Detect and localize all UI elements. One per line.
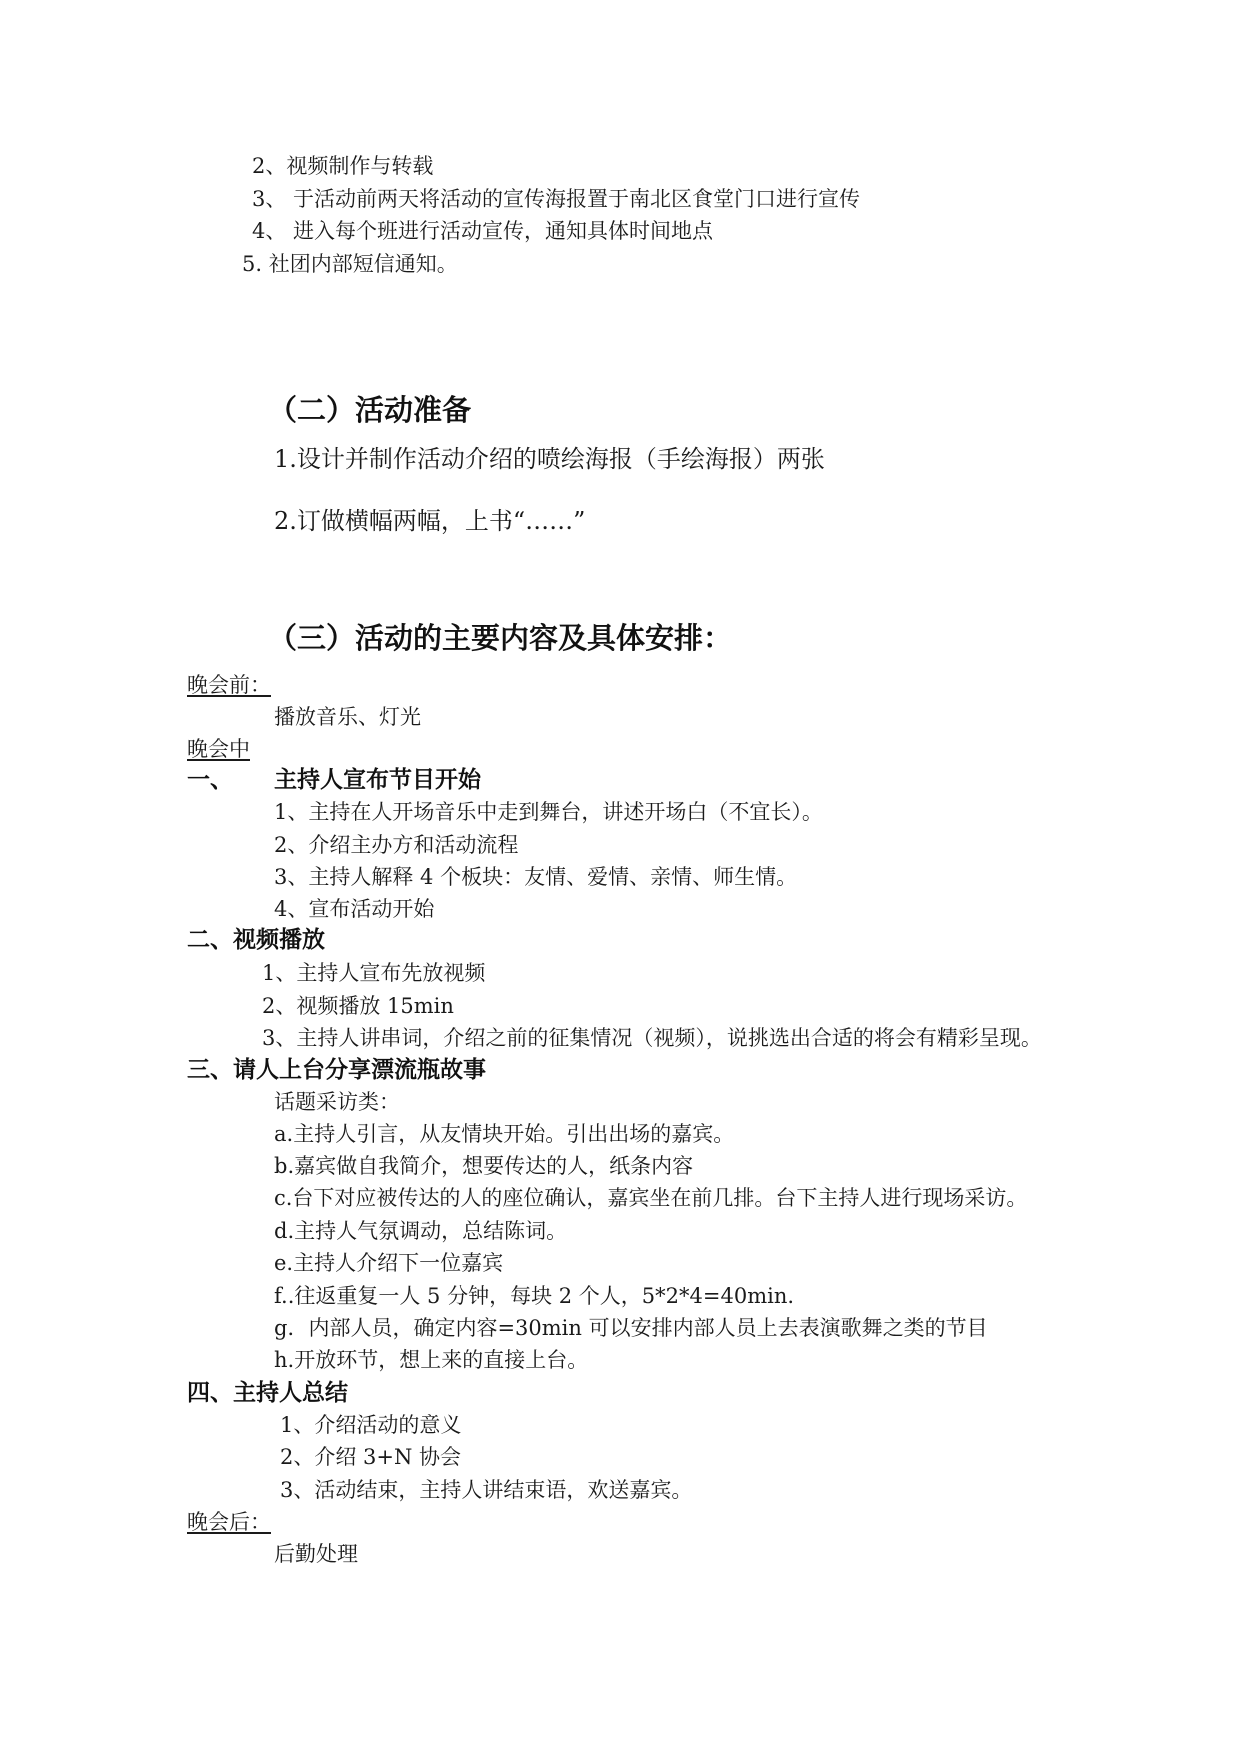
during-label: 晚会中 — [187, 737, 250, 761]
s4-item: 1、介绍活动的意义 — [280, 1413, 462, 1437]
s2-item: 3、主持人讲串词，介绍之前的征集情况（视频），说挑选出合适的将会有精彩呈现。 — [262, 1026, 1042, 1050]
s4-title: 四、主持人总结 — [187, 1380, 348, 1406]
s3-item: b.嘉宾做自我简介，想要传达的人，纸条内容 — [274, 1154, 694, 1178]
s3-item: h.开放环节，想上来的直接上台。 — [274, 1348, 589, 1372]
s3-item: c.台下对应被传达的人的座位确认，嘉宾坐在前几排。台下主持人进行现场采访。 — [274, 1186, 1028, 1210]
after-item: 后勤处理 — [274, 1542, 358, 1566]
section-heading-content: （三）活动的主要内容及具体安排： — [268, 621, 733, 655]
s2-item: 1、主持人宣布先放视频 — [262, 961, 486, 985]
s3-subheading: 话题采访类： — [274, 1090, 400, 1114]
s1-item: 1、主持在人开场音乐中走到舞台，讲述开场白（不宜长）。 — [274, 800, 823, 824]
s4-item: 2、介绍 3+N 协会 — [280, 1445, 462, 1469]
s2-item: 2、视频播放 15min — [262, 994, 454, 1018]
s4-item: 3、活动结束，主持人讲结束语，欢送嘉宾。 — [280, 1478, 693, 1502]
during-label-wrap — [187, 736, 258, 762]
before-item: 播放音乐、灯光 — [274, 705, 421, 729]
prep-item: 2.订做横幅两幅，上书“……” — [274, 507, 586, 535]
s3-item: g．内部人员，确定内容=30min 可以安排内部人员上去表演歌舞之类的节目 — [274, 1316, 988, 1340]
s3-item: e.主持人介绍下一位嘉宾 — [274, 1251, 504, 1275]
s1-item: 4、宣布活动开始 — [274, 897, 435, 921]
before-label-wrap — [187, 672, 279, 698]
s1-item: 3、主持人解释 4 个板块：友情、爱情、亲情、师生情。 — [274, 865, 798, 889]
s1-number: 一、 — [187, 767, 233, 793]
after-label-wrap — [187, 1509, 279, 1535]
publicity-item: 3、 于活动前两天将活动的宣传海报置于南北区食堂门口进行宣传 — [252, 187, 861, 211]
s3-item: f..往返重复一人 5 分钟，每块 2 个人，5*2*4=40min. — [274, 1284, 795, 1308]
after-label: 晚会后： — [187, 1510, 271, 1534]
publicity-item: 2、视频制作与转载 — [252, 154, 434, 178]
s3-title: 三、请人上台分享漂流瓶故事 — [187, 1057, 486, 1083]
s2-title: 二、视频播放 — [187, 927, 325, 953]
s3-item: a.主持人引言，从友情块开始。引出出场的嘉宾。 — [274, 1122, 735, 1146]
s1-item: 2、介绍主办方和活动流程 — [274, 833, 519, 857]
publicity-item: 4、 进入每个班进行活动宣传，通知具体时间地点 — [252, 219, 714, 243]
publicity-item: 5. 社团内部短信通知。 — [242, 252, 458, 276]
prep-item: 1.设计并制作活动介绍的喷绘海报（手绘海报）两张 — [274, 445, 825, 473]
before-label: 晚会前： — [187, 673, 271, 697]
s3-item: d.主持人气氛调动，总结陈词。 — [274, 1219, 568, 1243]
s1-title: 主持人宣布节目开始 — [274, 767, 481, 793]
section-heading-prep: （二）活动准备 — [268, 393, 472, 427]
